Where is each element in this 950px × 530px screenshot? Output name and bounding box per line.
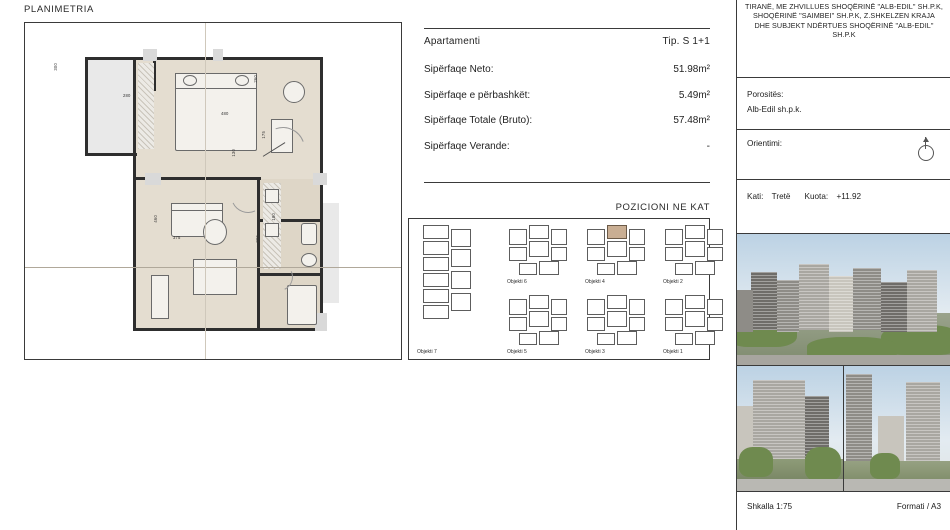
mini-block-diagram <box>507 295 569 345</box>
block-segment <box>587 299 605 315</box>
floor-plan-frame <box>24 22 402 360</box>
position-block-objekti-5[interactable] <box>507 295 569 357</box>
block-segment <box>707 229 723 245</box>
orientation-block <box>737 130 950 180</box>
position-title: POZICIONI NE KAT <box>615 202 710 213</box>
mini-block-diagram <box>507 225 569 275</box>
block-segment <box>551 299 567 315</box>
format-label: Formati / A3 <box>896 502 941 511</box>
spec-value: 5.49m² <box>678 89 710 101</box>
elevation-value: +11.92 <box>836 192 862 201</box>
dimension-label: 280 <box>123 93 131 98</box>
spec-row <box>424 90 710 102</box>
block-segment <box>423 257 449 271</box>
block-segment <box>423 225 449 239</box>
block-segment <box>451 229 471 247</box>
owner-value: Alb-Edil sh.p.k. <box>747 105 802 114</box>
block-segment <box>539 331 559 345</box>
block-segment <box>529 225 549 239</box>
owner-label: Porositës: <box>747 90 784 99</box>
spec-row-type <box>424 36 710 48</box>
dimension-label: 205 <box>255 235 260 243</box>
block-segment <box>617 261 637 275</box>
position-block-caption: Objekti 3 <box>585 349 605 355</box>
block-segment <box>685 311 705 327</box>
spec-value: 51.98m² <box>673 64 710 75</box>
floor-block <box>737 180 950 234</box>
block-segment <box>423 289 449 303</box>
position-block-caption: Objekti 1 <box>663 349 683 355</box>
dimension-label: 180 <box>271 213 276 221</box>
dimension-label: 175 <box>261 131 266 139</box>
block-segment <box>607 295 627 309</box>
block-segment <box>509 247 527 261</box>
block-segment <box>685 225 705 239</box>
block-segment <box>707 317 723 331</box>
elevation-label: Kuota: <box>804 192 829 201</box>
floor-value: Tretë <box>771 192 791 201</box>
block-segment <box>551 247 567 261</box>
scale-label: Shkalla 1:75 <box>747 502 793 511</box>
street-render-images <box>737 366 950 492</box>
position-block-caption: Objekti 4 <box>585 279 605 285</box>
block-segment <box>665 229 683 245</box>
apartment-spec <box>424 36 710 166</box>
dimension-label: 260 <box>253 75 258 83</box>
spec-value: 57.48m² <box>673 115 710 126</box>
position-block-objekti-6[interactable] <box>507 225 569 287</box>
dimension-label: 480 <box>221 111 229 116</box>
block-segment <box>587 229 605 245</box>
floor-plan-drawing <box>25 23 401 359</box>
block-segment <box>423 273 449 287</box>
spec-label: Sipërfaqe Verande: <box>424 140 510 152</box>
block-segment <box>451 271 471 289</box>
block-segment <box>509 299 527 315</box>
title-block-panel <box>736 0 950 530</box>
spec-label: Sipërfaqe Neto: <box>424 64 494 75</box>
mini-block-diagram <box>585 295 647 345</box>
dimension-label: 300 <box>53 63 58 71</box>
spec-row <box>424 64 710 76</box>
mini-block-diagram <box>417 225 479 345</box>
block-segment <box>685 241 705 257</box>
block-segment <box>423 305 449 319</box>
block-segment <box>519 333 537 345</box>
mini-block-diagram <box>585 225 647 275</box>
block-segment <box>695 331 715 345</box>
aerial-render-image <box>737 234 950 366</box>
block-segment <box>685 295 705 309</box>
street-render-right <box>844 366 950 491</box>
position-block-objekti-1[interactable] <box>663 295 725 357</box>
block-segment <box>551 317 567 331</box>
position-key-frame <box>408 218 710 360</box>
block-segment <box>629 247 645 261</box>
position-block-caption: Objekti 7 <box>417 349 437 355</box>
block-segment <box>607 241 627 257</box>
floor-field <box>747 192 790 221</box>
legal-text-block <box>737 0 950 78</box>
block-segment <box>695 261 715 275</box>
block-segment <box>597 263 615 275</box>
block-segment <box>707 299 723 315</box>
block-segment <box>551 229 567 245</box>
position-block-objekti-2[interactable] <box>663 225 725 287</box>
mini-block-diagram <box>663 225 725 275</box>
block-segment <box>519 263 537 275</box>
spec-label: Sipërfaqe e përbashkët: <box>424 89 531 101</box>
dimension-label: 130 <box>231 149 236 157</box>
block-segment <box>617 331 637 345</box>
block-segment <box>587 247 605 261</box>
block-segment <box>587 317 605 331</box>
position-blocks <box>409 219 709 359</box>
floor-label: Kati: <box>747 192 764 201</box>
block-segment <box>451 293 471 311</box>
owner-block <box>737 78 950 130</box>
spec-divider-bottom <box>424 182 710 183</box>
position-block-objekti-4[interactable] <box>585 225 647 287</box>
dimension-label: 375 <box>173 235 181 240</box>
block-segment <box>529 241 549 257</box>
dimension-label: 460 <box>153 215 158 223</box>
block-segment <box>665 317 683 331</box>
block-segment <box>423 241 449 255</box>
mini-block-diagram <box>663 295 725 345</box>
spec-value: - <box>706 140 710 152</box>
block-segment <box>607 311 627 327</box>
footer-block <box>737 492 950 530</box>
orientation-label: Orientimi: <box>747 139 783 148</box>
elevation-field <box>804 192 861 221</box>
position-block-caption: Objekti 2 <box>663 279 683 285</box>
street-render-left <box>737 366 844 491</box>
block-segment <box>607 225 627 239</box>
block-segment <box>529 311 549 327</box>
legal-text: TIRANË, ME ZHVILLUES SHOQËRINË "ALB-EDIL" SH.P.K, SHOQËRINË "SAIMBEI" SH.P.K, Z.SHKELZEN KRAJA DHE SUBJEKT NDËRTUES SHOQËRINË "ALB-EDIL" SH.P.K <box>745 2 943 40</box>
block-segment <box>451 249 471 267</box>
position-block-caption: Objekti 6 <box>507 279 527 285</box>
compass-icon <box>913 137 939 171</box>
spec-row <box>424 141 710 153</box>
block-segment <box>675 333 693 345</box>
spec-type-label: Apartamenti <box>424 36 481 47</box>
block-segment <box>665 299 683 315</box>
block-segment <box>539 261 559 275</box>
position-block-objekti-7[interactable] <box>417 225 479 357</box>
spec-row <box>424 115 710 127</box>
plan-title: PLANIMETRIA <box>24 4 94 15</box>
block-segment <box>665 247 683 261</box>
block-segment <box>509 317 527 331</box>
block-segment <box>629 317 645 331</box>
spec-divider-top <box>424 28 710 29</box>
block-segment <box>529 295 549 309</box>
block-segment <box>597 333 615 345</box>
block-segment <box>675 263 693 275</box>
spec-label: Sipërfaqe Totale (Bruto): <box>424 115 533 126</box>
position-block-objekti-3[interactable] <box>585 295 647 357</box>
block-segment <box>509 229 527 245</box>
block-segment <box>707 247 723 261</box>
spec-type-value: Tip. S 1+1 <box>662 36 710 47</box>
block-segment <box>629 299 645 315</box>
position-block-caption: Objekti 5 <box>507 349 527 355</box>
block-segment <box>629 229 645 245</box>
